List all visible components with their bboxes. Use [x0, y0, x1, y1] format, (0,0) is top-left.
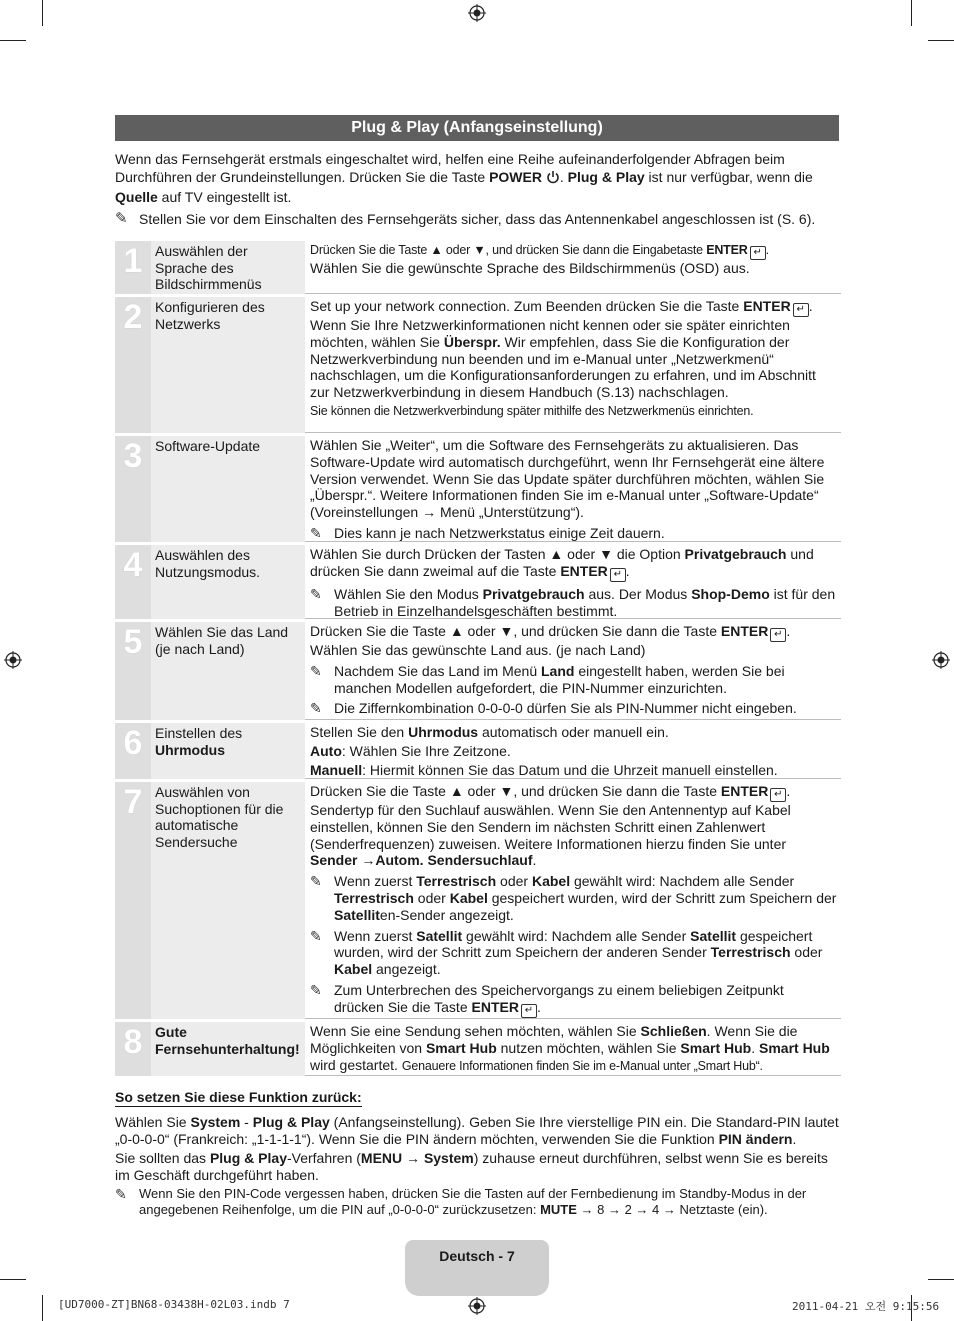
intro-note: ✎ Stellen Sie vor dem Einschalten des Fernsehgeräts sicher, dass das Antennenkabel angeschlossen ist (S. 6). [115, 210, 816, 227]
crop-mark [42, 1295, 43, 1321]
pencil-note-icon: ✎ [310, 873, 322, 890]
crop-mark [928, 40, 954, 41]
step-description: Wenn Sie eine Sendung sehen möchten, wählen Sie Schließen. Wenn Sie die Möglichkeiten von Smart Hub nutzen möchten, wählen Sie Smart Hub. Smart Hub wird gestartet. Genauere Informationen finden Sie im e-Manual unter „Smart Hub“. [305, 1022, 841, 1076]
pencil-note-icon: ✎ [310, 981, 322, 998]
pencil-note-icon: ✎ [115, 210, 128, 227]
step-label: Wählen Sie das Land (je nach Land) [151, 622, 305, 720]
registration-mark-icon [468, 4, 486, 22]
crop-mark [0, 40, 26, 41]
step-label: Auswählen von Suchoptionen für die automatische Sendersuche [151, 782, 305, 1019]
enter-key-icon: ↵ [793, 303, 809, 317]
step-number: 6 [115, 723, 151, 779]
step-description: Wählen Sie durch Drücken der Tasten ▲ oder ▼ die Option Privatgebrauch und drücken Sie dann zweimal auf die Taste ENTER ↵ . ✎ Wählen Sie den Modus Privatgebrauch aus. Der Modus Shop-Demo ist für den Betrieb in Einzelhandelsgeschäften bestimmt. [305, 545, 841, 619]
step-row [115, 297, 841, 433]
step-label: Auswählen der Sprache des Bildschirmmenüs [151, 241, 305, 294]
step-note: ✎ Wenn zuerst Satellit gewählt wird: Nachdem alle Sender Satellit gespeichert wurden, wird der Schritt zum Speichern der anderen Sender Terrestrisch oder Kabel angezeigt. [310, 927, 823, 978]
reset-note: ✎ Wenn Sie den PIN-Code vergessen haben, drücken Sie die Tasten auf der Fernbedienung im Standby-Modus in der angegebenen Reihenfolge, um die PIN auf „0-0-0-0“ zurückzusetzen: MUTE → 8 → 2 → 4 → Netztaste (ein). [115, 1186, 807, 1217]
pencil-note-icon: ✎ [310, 662, 322, 679]
footer-timestamp: 2011-04-21 오전 9:15:56 [792, 1300, 940, 1313]
reset-section: Wählen Sie System - Plug & Play (Anfangseinstellung). Geben Sie Ihre vierstellige PIN ein. Die Standard-PIN lautet „0-0-0-0“ (Frankreich: „1-1-1-1“). Wenn Sie die PIN ändern möchten, verwenden Sie die Funktion PIN ändern. Sie sollten das Plug & Play-Verfahren (MENU → System) zuhause erneut durchführen, selbst wenn Sie es bereits im Geschäft durchgeführt haben. ✎ Wenn Sie den PIN-Code vergessen haben, drücken Sie die Tasten auf der Fernbedienung im Standby-Modus in der angegebenen Reihenfolge, um die PIN auf „0-0-0-0“ zurückzusetzen: MUTE → 8 → 2 → 4 → Netztaste (ein). [115, 1114, 839, 1217]
crop-mark [0, 1279, 26, 1280]
footer-file-info: [UD7000-ZT]BN68-03438H-02L03.indb 7 [58, 1298, 290, 1311]
step-description: Drücken Sie die Taste ▲ oder ▼, und drücken Sie dann die Taste ENTER ↵ . Wählen Sie das gewünschte Land aus. (je nach Land) ✎ Nachdem Sie das Land im Menü Land eingestellt haben, werden Sie bei manchen Modellen aufgefordert, die PIN-Nummer einzurichten. ✎ Die Ziffernkombination 0-0-0-0 dürfen Sie als PIN-Nummer nicht eingeben. [305, 622, 841, 720]
enter-key-icon: ↵ [750, 246, 766, 260]
power-icon [546, 170, 560, 188]
step-description: Stellen Sie den Uhrmodus automatisch oder manuell ein. Auto: Wählen Sie Ihre Zeitzone. Manuell: Hiermit können Sie das Datum und die Uhrzeit manuell einstellen. [305, 723, 841, 779]
step-row [115, 782, 841, 1019]
step-note: ✎ Die Ziffernkombination 0-0-0-0 dürfen Sie als PIN-Nummer nicht eingeben. [310, 700, 797, 717]
step-number: 1 [115, 241, 151, 294]
step-label: Gute Fernsehunterhaltung! [151, 1022, 305, 1076]
step-number: 2 [115, 297, 151, 433]
page-number-tab: Deutsch - 7 [405, 1240, 549, 1296]
step-row [115, 436, 841, 542]
step-label: Software-Update [151, 436, 305, 542]
step-note: ✎ Wählen Sie den Modus Privatgebrauch aus. Der Modus Shop-Demo ist für den Betrieb in Einzelhandelsgeschäften bestimmt. [310, 585, 836, 619]
pencil-note-icon: ✎ [310, 585, 322, 602]
step-note: ✎ Dies kann je nach Netzwerkstatus einige Zeit dauern. [310, 524, 665, 541]
section-title: Plug & Play (Anfangseinstellung) [115, 115, 839, 141]
enter-key-icon: ↵ [610, 568, 626, 582]
enter-key-icon: ↵ [521, 1004, 537, 1018]
crop-mark [911, 0, 912, 26]
step-row [115, 723, 841, 779]
step-description: Drücken Sie die Taste ▲ oder ▼, und drücken Sie dann die Eingabetaste ENTER ↵ . Wählen Sie die gewünschte Sprache des Bildschirmmenüs (OSD) aus. [305, 241, 841, 294]
reset-heading: So setzen Sie diese Funktion zurück: [115, 1089, 362, 1105]
step-row [115, 545, 841, 619]
power-key-label: POWER [489, 169, 542, 185]
step-note: ✎ Nachdem Sie das Land im Menü Land eingestellt haben, werden Sie bei manchen Modellen aufgefordert, die PIN-Nummer einzurichten. [310, 662, 785, 696]
step-note: ✎ Zum Unterbrechen des Speichervorgangs zu einem beliebigen Zeitpunkt drücken Sie die Taste ENTER ↵ . [310, 981, 784, 1016]
step-number: 4 [115, 545, 151, 619]
step-description: Set up your network connection. Zum Beenden drücken Sie die Taste ENTER ↵ . Wenn Sie Ihre Netzwerkinformationen nicht kennen oder sie später einrichten möchten, wählen Sie Überspr. Wir empfehlen, dass Sie die Konfiguration der Netzwerkverbindung nun beenden und im e-Manual unter „Netzwerkmenü“ nachschlagen, um die Konfigurationsanforderungen zu erfahren, und im Abschnitt zur Netzwerkverbindung in diesem Handbuch (S.13) nachschlagen. Sie können die Netzwerkverbindung später mithilfe des Netzwerkmenüs einrichten. [305, 297, 841, 433]
step-label: Auswählen des Nutzungsmodus. [151, 545, 305, 619]
pencil-note-icon: ✎ [310, 524, 322, 541]
registration-mark-icon [932, 651, 950, 669]
registration-mark-icon [468, 1297, 486, 1315]
crop-mark [928, 1279, 954, 1280]
step-number: 3 [115, 436, 151, 542]
step-label: Konfigurieren des Netzwerks [151, 297, 305, 433]
step-number: 7 [115, 782, 151, 1019]
step-number: 5 [115, 622, 151, 720]
step-row [115, 241, 841, 294]
intro-paragraph: Wenn das Fernsehgerät erstmals eingeschaltet wird, helfen eine Reihe aufeinanderfolgender Abfragen beim Durchführen der Grundeinstellungen. Drücken Sie die Taste POWER . Plug & Play ist nur verfügbar, wenn die Quelle auf TV eingestellt ist. [115, 151, 813, 205]
step-description: Wählen Sie „Weiter“, um die Software des Fernsehgeräts zu aktualisieren. Das Software-Update wird automatisch durchgeführt, wenn Ihr Fernsehgerät eine ältere Version verwendet. Wenn Sie das Update später durchführen möchten, wählen Sie „Überspr.“. Weitere Informationen finden Sie im e-Manual unter „Software-Update“ (Voreinstellungen → Menü „Unterstützung“). ✎ Dies kann je nach Netzwerkstatus einige Zeit dauern. [305, 436, 841, 542]
steps-table [115, 241, 841, 1079]
enter-key-icon: ↵ [770, 628, 786, 642]
pencil-note-icon: ✎ [310, 700, 322, 717]
step-note: ✎ Wenn zuerst Terrestrisch oder Kabel gewählt wird: Nachdem alle Sender Terrestrisch oder Kabel gespeichert wurden, wird der Schritt zum Speichern der Satelliten-Sender angezeigt. [310, 873, 837, 923]
crop-mark [42, 0, 43, 26]
pencil-note-icon: ✎ [115, 1186, 127, 1202]
pencil-note-icon: ✎ [310, 927, 322, 944]
step-label: Einstellen des Uhrmodus [151, 723, 305, 779]
step-number: 8 [115, 1022, 151, 1076]
registration-mark-icon [4, 651, 22, 669]
intro-section [115, 150, 841, 228]
enter-key-icon: ↵ [770, 788, 786, 802]
step-row [115, 1022, 841, 1076]
step-description: Drücken Sie die Taste ▲ oder ▼, und drücken Sie dann die Taste ENTER ↵ . Sendertyp für den Suchlauf auswählen. Wenn Sie den Antennentyp auf Kabel einstellen, können Sie den Sendern im nächsten Schritt einen Zahlenwert (Senderfrequenzen) zuweisen. Weitere Informationen hierzu finden Sie unter Sender →Autom. Sendersuchlauf. ✎ Wenn zuerst Terrestrisch oder Kabel gewählt wird: Nachdem alle Sender Terrestrisch oder Kabel gespeichert wurden, wird der Schritt zum Speichern der Satelliten-Sender angezeigt. ✎ Wenn zuerst Satellit gewählt wird: Nachdem alle Sender Satellit gespeichert wurden, wird der Schritt zum Speichern der anderen Sender Terrestrisch oder Kabel angezeigt. ✎ Zum Unterbrechen des Speichervorgangs zu einem beliebigen Zeitpunkt drücken Sie die Taste ENTER ↵ . [305, 782, 841, 1019]
step-row [115, 622, 841, 720]
